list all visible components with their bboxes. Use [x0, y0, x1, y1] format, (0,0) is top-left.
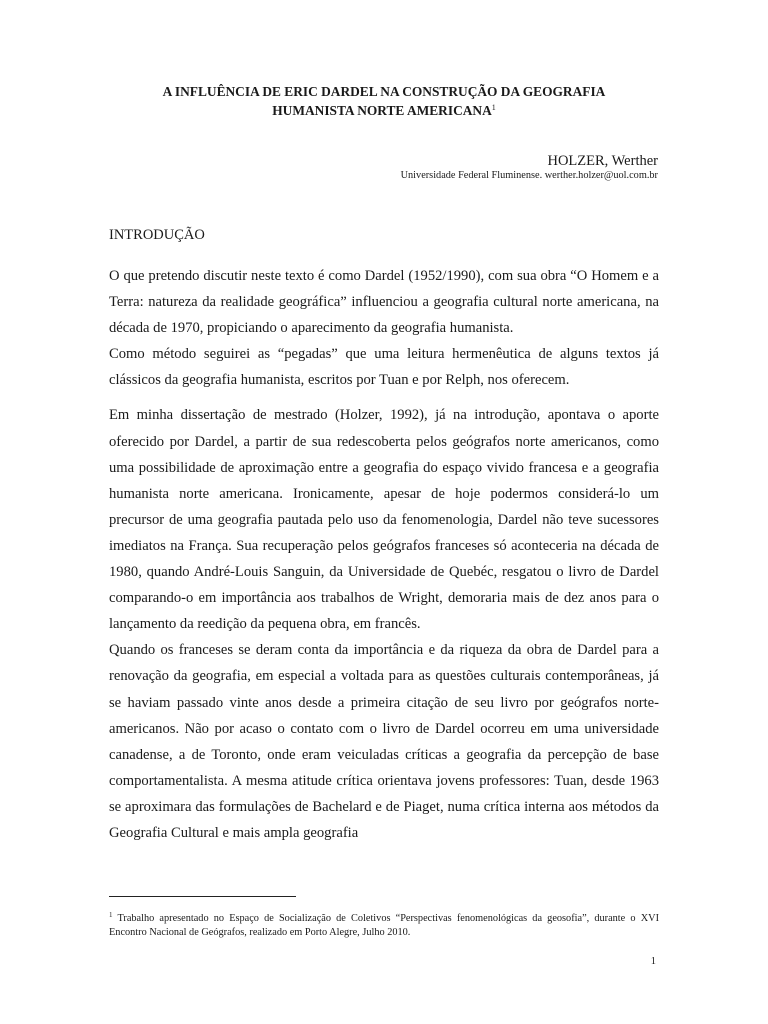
paragraph-4: Quando os franceses se deram conta da importância e da riqueza da obra de Dardel para a renovação da geografia, em especial a voltada para as questões culturais contemporâneas, já se haviam passado vinte anos desde a primeira citação de seu livro por geógrafos norte-americanos. Não por acaso o contato com o livro de Dardel ocorreu em uma universidade canadense, a de Toronto, onde eram veiculadas críticas a geografia da percepção de base comportamentalista. A mesma atitude crítica orientava jovens professores: Tuan, desde 1963 se aproximara das formulações de Bachelard e de Piaget, numa crítica interna aos métodos da Geografia Cultural e mais ampla geografia	[109, 642, 659, 841]
page-number: 1	[650, 956, 656, 967]
footnote	[109, 909, 659, 939]
footnote-mark: 1	[109, 911, 113, 919]
author-affiliation: Universidade Federal Fluminense. werther.holzer@uol.com.br	[400, 170, 658, 181]
author-name: HOLZER, Werther	[547, 153, 658, 169]
title-line-2	[110, 100, 658, 119]
body-text	[109, 263, 659, 846]
section-heading: INTRODUÇÃO	[109, 227, 205, 243]
paper-title	[110, 84, 658, 119]
title-line-1: A INFLUÊNCIA DE ERIC DARDEL NA CONSTRUÇÃO DA GEOGRAFIA	[162, 84, 606, 99]
title-line-2-text: HUMANISTA NORTE AMERICANA	[272, 103, 492, 118]
footnote-divider	[109, 896, 296, 897]
title-footnote-mark: 1	[491, 103, 496, 112]
paragraph-1: O que pretendo discutir neste texto é como Dardel (1952/1990), com sua obra “O Homem e a Terra: natureza da realidade geográfica” influenciou a geografia cultural norte americana, na década de 1970, propiciando o aparecimento da geografia humanista.	[109, 268, 659, 337]
footnote-text: Trabalho apresentado no Espaço de Socialização de Coletivos “Perspectivas fenomenológicas da geosofia”, durante o XVI Encontro Nacional de Geógrafos, realizado em Porto Alegre, Julho 2010.	[109, 913, 659, 938]
paragraph-2: Como método seguirei as “pegadas” que uma leitura hermenêutica de alguns textos já clássicos da geografia humanista, escritos por Tuan e por Relph, nos oferecem.	[109, 346, 659, 389]
paragraph-3: Em minha dissertação de mestrado (Holzer, 1992), já na introdução, apontava o aporte oferecido por Dardel, a partir de sua redescoberta pelos geógrafos norte americanos, como uma possibilidade de aproximação entre a geografia do espaço vivido francesa e a geografia humanista norte americana. Ironicamente, apesar de hoje podermos considerá-lo um precursor de uma geografia pautada pelo uso da fenomenologia, Dardel não teve sucessores imediatos na França. Sua recuperação pelos geógrafos franceses só aconteceria na década de 1980, quando André-Louis Sanguin, da Universidade de Quebéc, resgatou o livro de Dardel comparando-o em importância aos trabalhos de Wright, demoraria mais de dez anos para o lançamento da reedição da pequena obra, em francês.	[109, 407, 659, 633]
